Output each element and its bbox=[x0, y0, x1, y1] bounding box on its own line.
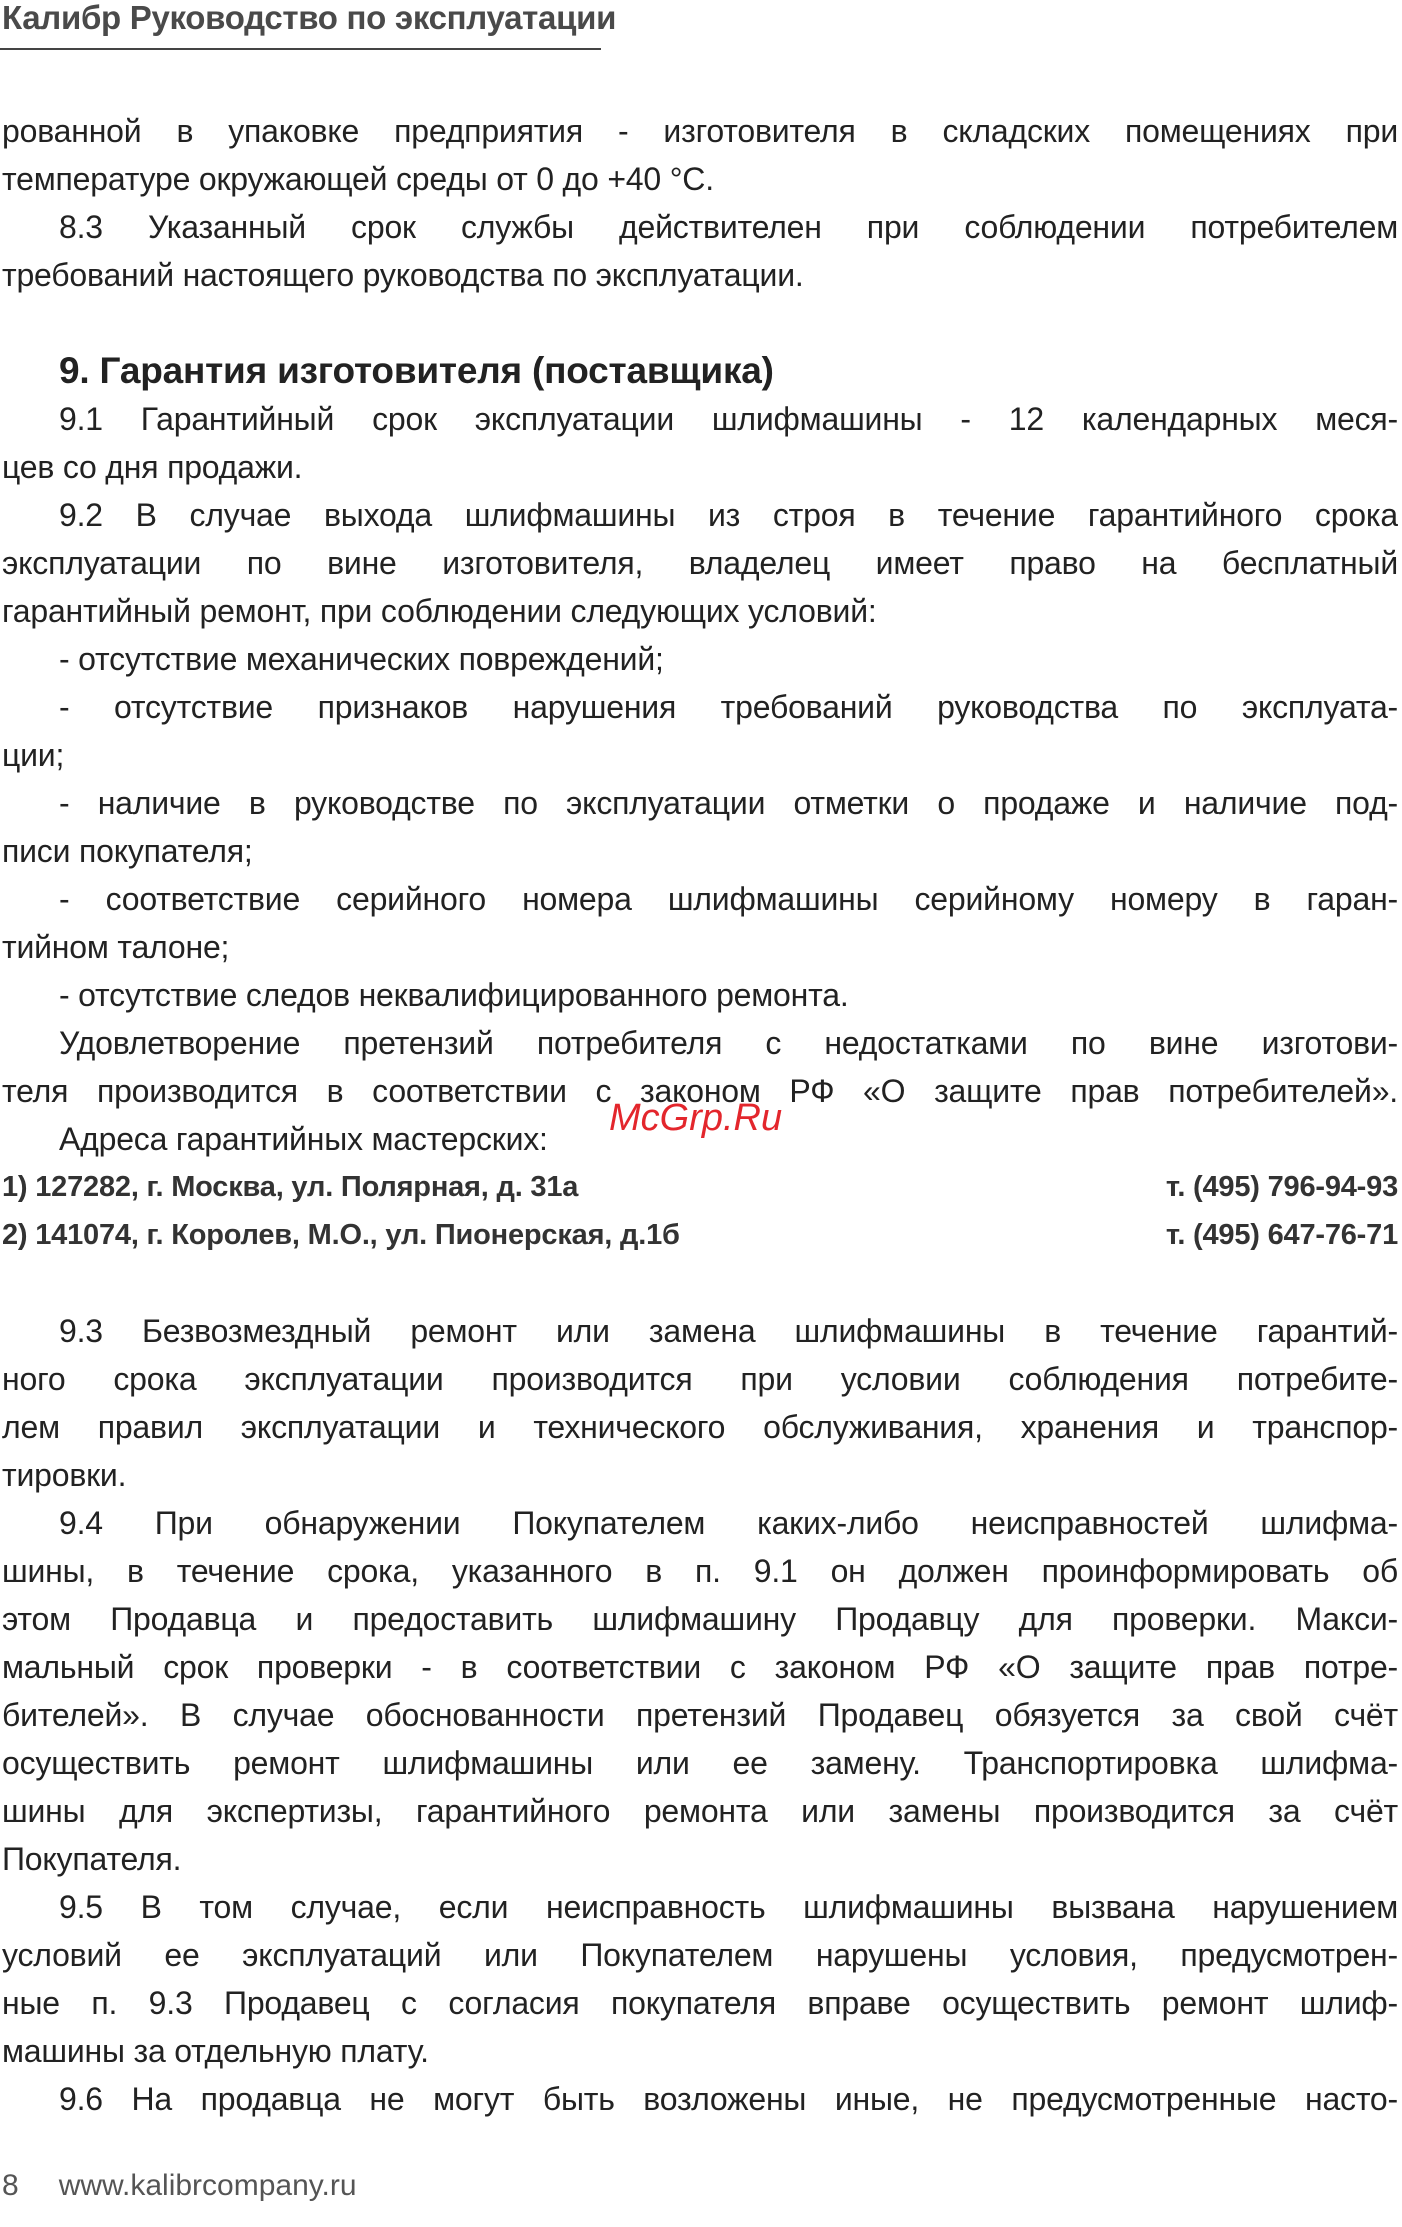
paragraph-line: шины, в течение срока, указанного в п. 9.1 он должен проинформировать об bbox=[2, 1553, 1398, 1589]
paragraph-line: тировки. bbox=[2, 1457, 127, 1493]
paragraph-line: теля производится в соответствии с законом РФ «О защите прав потребителей». bbox=[2, 1073, 1398, 1109]
paragraph bbox=[2, 395, 1398, 491]
paragraph-line: ции; bbox=[2, 737, 65, 773]
paragraph-line: 9.2 В случае выхода шлифмашины из строя в течение гарантийного срока bbox=[59, 497, 1398, 533]
header-divider bbox=[0, 48, 601, 50]
paragraph-line: осуществить ремонт шлифмашины или ее замену. Транспортировка шлифма- bbox=[2, 1745, 1398, 1781]
paragraph bbox=[2, 203, 1398, 299]
paragraph-line: шины для экспертизы, гарантийного ремонта или замены производится за счёт bbox=[2, 1793, 1398, 1829]
paragraph-line: - соответствие серийного номера шлифмашины серийному номеру в гаран- bbox=[59, 881, 1398, 917]
service-center-row bbox=[2, 1211, 1398, 1259]
paragraph-line: 9.6 На продавца не могут быть возложены иные, не предусмотренные насто- bbox=[59, 2081, 1398, 2117]
paragraph-line: требований настоящего руководства по эксплуатации. bbox=[2, 257, 804, 293]
paragraph-line: гарантийный ремонт, при соблюдении следующих условий: bbox=[2, 593, 877, 629]
paragraph-line: мальный срок проверки - в соответствии с законом РФ «О защите прав потре- bbox=[2, 1649, 1398, 1685]
paragraph-line: рованной в упаковке предприятия - изготовителя в складских помещениях при bbox=[2, 113, 1398, 149]
paragraph bbox=[2, 491, 1398, 635]
paragraph bbox=[2, 1883, 1398, 2075]
paragraph bbox=[2, 1307, 1398, 1499]
paragraph-line: Покупателя. bbox=[2, 1841, 182, 1877]
paragraph bbox=[2, 635, 1398, 683]
paragraph-line: ного срока эксплуатации производится при условии соблюдения потребите- bbox=[2, 1361, 1398, 1397]
paragraph-line: температуре окружающей среды от 0 до +40 °С. bbox=[2, 161, 714, 197]
paragraph bbox=[2, 1499, 1398, 1883]
paragraph bbox=[2, 107, 1398, 203]
paragraph-line: 9.5 В том случае, если неисправность шлифмашины вызвана нарушением bbox=[59, 1889, 1398, 1925]
section-heading: 9. Гарантия изготовителя (поставщика) bbox=[59, 350, 774, 391]
paragraph-line: машины за отдельную плату. bbox=[2, 2033, 429, 2069]
paragraph bbox=[2, 971, 1398, 1019]
service-center-phone: т. (495) 647-76-71 bbox=[1165, 1219, 1398, 1251]
blank-line bbox=[2, 299, 1398, 347]
paragraph-line: 9.1 Гарантийный срок эксплуатации шлифмашины - 12 календарных меся- bbox=[59, 401, 1398, 437]
paragraph-line: ные п. 9.3 Продавец с согласия покупателя вправе осуществить ремонт шлиф- bbox=[2, 1985, 1398, 2021]
page-number: 8 bbox=[2, 2169, 19, 2202]
paragraph-line: бителей». В случае обоснованности претензий Продавец обязуется за свой счёт bbox=[2, 1697, 1398, 1733]
paragraph-line: - отсутствие механических повреждений; bbox=[59, 641, 664, 677]
paragraph-line: 9.3 Безвозмездный ремонт или замена шлифмашины в течение гарантий- bbox=[59, 1313, 1398, 1349]
website-link[interactable]: www.kalibrcompany.ru bbox=[58, 2169, 357, 2202]
paragraph-line: 9.4 При обнаружении Покупателем каких-либо неисправностей шлифма- bbox=[59, 1505, 1398, 1541]
running-header-title: Калибр Руководство по эксплуатации bbox=[2, 0, 617, 36]
paragraph-line: писи покупателя; bbox=[2, 833, 253, 869]
paragraph-line: - наличие в руководстве по эксплуатации отметки о продаже и наличие под- bbox=[59, 785, 1398, 821]
service-center-phone: т. (495) 796-94-93 bbox=[1165, 1171, 1398, 1203]
paragraph bbox=[2, 779, 1398, 875]
paragraph-line: эксплуатации по вине изготовителя, владелец имеет право на бесплатный bbox=[2, 545, 1398, 581]
paragraph-line: тийном талоне; bbox=[2, 929, 230, 965]
paragraph bbox=[2, 875, 1398, 971]
paragraph-line: этом Продавца и предоставить шлифмашину Продавцу для проверки. Макси- bbox=[2, 1601, 1398, 1637]
watermark: McGrp.Ru bbox=[609, 1097, 783, 1139]
service-center-address: 2) 141074, г. Королев, М.О., ул. Пионерская, д.1б bbox=[2, 1219, 680, 1251]
blank-line bbox=[2, 1259, 1398, 1307]
page-footer bbox=[2, 2166, 357, 2206]
paragraph-line: - отсутствие признаков нарушения требований руководства по эксплуата- bbox=[59, 689, 1398, 725]
paragraph-line: Удовлетворение претензий потребителя с недостатками по вине изготови- bbox=[59, 1025, 1398, 1061]
paragraph bbox=[2, 2075, 1398, 2123]
paragraph-line: условий ее эксплуатаций или Покупателем нарушены условия, предусмотрен- bbox=[2, 1937, 1398, 1973]
paragraph bbox=[2, 683, 1398, 779]
paragraph-line: Адреса гарантийных мастерских: bbox=[59, 1121, 548, 1157]
paragraph-line: лем правил эксплуатации и технического обслуживания, хранения и транспор- bbox=[2, 1409, 1398, 1445]
service-center-address: 1) 127282, г. Москва, ул. Полярная, д. 31а bbox=[2, 1171, 579, 1203]
paragraph-line: 8.3 Указанный срок службы действителен при соблюдении потребителем bbox=[59, 209, 1398, 245]
paragraph-line: цев со дня продажи. bbox=[2, 449, 303, 485]
paragraph-line: - отсутствие следов неквалифицированного ремонта. bbox=[59, 977, 849, 1013]
service-center-row bbox=[2, 1163, 1398, 1211]
